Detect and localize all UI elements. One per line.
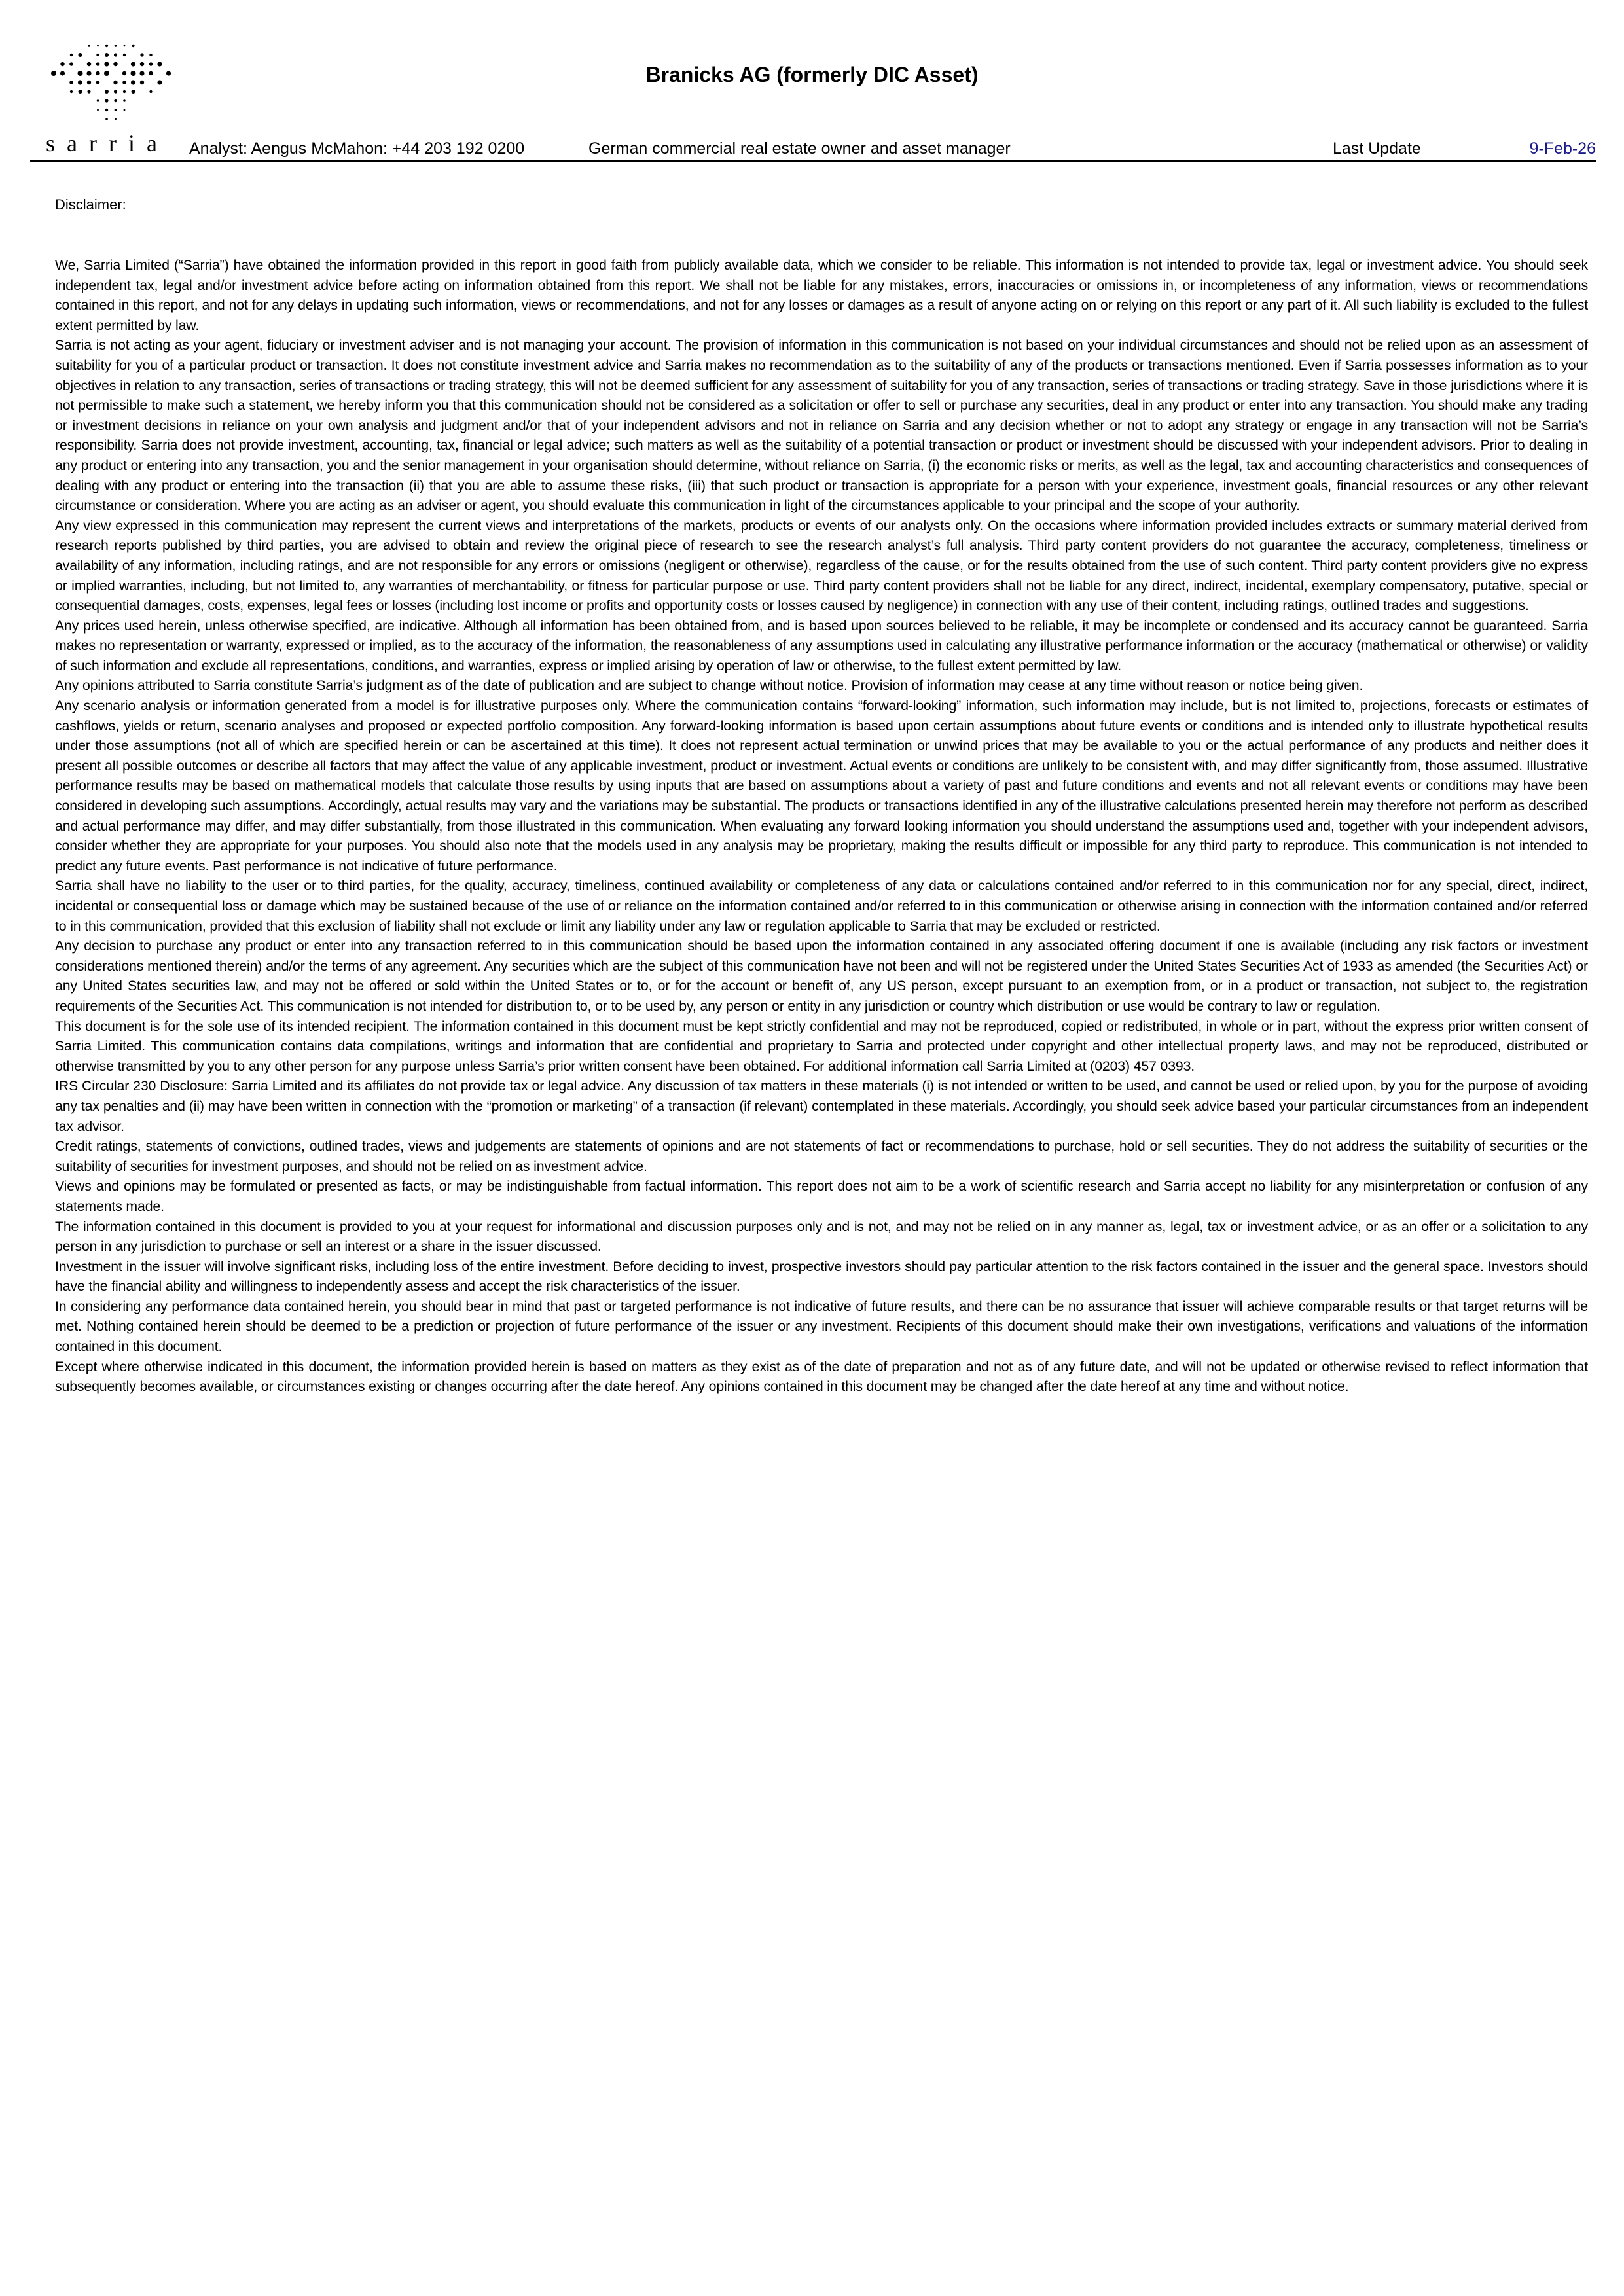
- disclaimer-label: Disclaimer:: [55, 196, 126, 213]
- logo-dot: [114, 99, 117, 102]
- logo-dot: [105, 53, 109, 57]
- sarria-logo-wordmark: sarria: [46, 130, 169, 156]
- logo-dot: [149, 54, 152, 56]
- disclaimer-body: [55, 255, 1588, 1397]
- company-description: German commercial real estate owner and asset manager: [588, 139, 1011, 158]
- logo-dot: [132, 45, 134, 47]
- disclaimer-paragraph: IRS Circular 230 Disclosure: Sarria Limited and its affiliates do not provide tax or legal advice. Any discussion of tax matters in these materials (i) is not intended or written to be used, and cannot be used or relied upon, by you for the purpose of avoiding any tax penalties and (ii) may have been written in connection with the “promotion or marketing” of a transaction (if relevant) contemplated in these materials. Accordingly, you should seek advice based your particular circumstances from an independent tax advisor.: [55, 1078, 1588, 1134]
- logo-dot: [123, 99, 126, 102]
- disclaimer-paragraph: We, Sarria Limited (“Sarria”) have obtained the information provided in this report in good faith from publicly available data, which we consider to be reliable. This information is not intended to provide tax, legal or investment advice. You should seek independent tax, legal and/or investment advice before acting on information obtained from this report. We shall not be liable for any mistakes, errors, inaccuracies or omissions in, or incompleteness of any information, views or recommendations contained in this report, and not for any delays in updating such information, views or recommendations, and not for any losses or damages as a result of anyone acting on or relying on this report or any part of it. All such liability is excluded to the fullest extent permitted by law.: [55, 257, 1588, 333]
- disclaimer-paragraph: Credit ratings, statements of convictions, outlined trades, views and judgements are statements of opinions and are not statements of fact or recommendations to purchase, hold or sell securities. They do not address the suitability of securities or the suitability of securities for investment purposes, and should not be relied on as investment advice.: [55, 1138, 1588, 1174]
- logo-dot: [105, 45, 108, 47]
- disclaimer-paragraph: Except where otherwise indicated in this document, the information provided herein is based on matters as they exist as of the date of preparation and not as of any future date, and will not be updated or otherwise revised to reflect information that subsequently becomes available, or circumstances existing or changes occurring after the date hereof. Any opinions contained in this document may be changed after the date hereof at any time and without notice.: [55, 1358, 1588, 1395]
- logo-dot: [105, 118, 108, 120]
- logo-dot: [87, 90, 90, 93]
- logo-dot: [114, 90, 117, 93]
- logo-dot: [96, 54, 99, 56]
- header-divider: [30, 160, 1596, 162]
- disclaimer-paragraph: Any view expressed in this communication may represent the current views and interpretations of the markets, products or events of our analysts only. On the occasions where information provided includes extracts or summary material derived from research reports published by third parties, you are advised to obtain and review the original piece of research to see the research analyst’s full analysis. Third party content providers do not guarantee the accuracy, completeness, timeliness or availability of any information, including ratings, and are not responsible for any errors or omissions (negligent or otherwise), regardless of the cause, or for the results obtained from the use of such content. Third party content providers give no express or implied warranties, including, but not limited to, any warranties of merchantability, or fitness for particular purpose or use. Third party content providers shall not be liable for any direct, indirect, incidental, exemplary compensatory, putative, special or consequential damages, costs, expenses, legal fees or losses (including lost income or profits and opportunity costs or losses caused by negligence) in connection with any use of their content, including ratings, outlined trades and suggestions.: [55, 517, 1588, 614]
- logo-dot: [70, 90, 73, 93]
- logo-dot: [123, 90, 126, 93]
- sarria-logo: [46, 41, 177, 158]
- logo-dot: [105, 90, 109, 94]
- disclaimer-paragraph: Any scenario analysis or information generated from a model is for illustrative purposes only. Where the communication contains “forward-looking” information, such information may include, but is not limited to, projections, forecasts or estimates of cashflows, yields or return, scenario analyses and proposed or expected portfolio composition. Any forward-looking information is based upon certain assumptions about future events or conditions and is intended only to illustrate hypothetical results under those assumptions (not all of which are specified herein or can be ascertained at this time). It does not represent actual termination or unwind prices that may be available to you or the actual performance of any products and neither does it present all possible outcomes or describe all factors that may affect the value of any applicable investment, product or investment. Actual events or conditions are unlikely to be consistent with, and may differ significantly from, those assumed. Illustrative performance results may be based on mathematical models that calculate those results by using inputs that are based on assumptions about a variety of past and future conditions and events and not all relevant events or conditions may have been considered in developing such assumptions. Accordingly, actual results may vary and the variations may be substantial. The products or transactions identified in any of the illustrative calculations presented herein may therefore not perform as described and actual performance may differ, and may differ substantially, from those illustrated in this communication. When evaluating any forward looking information you should understand the assumptions used and, together with your independent advisors, consider whether they are appropriate for your purposes. You should also note that the models used in any analysis may be proprietary, making the results difficult or impossible for any third party to reproduce. This communication is not intended to predict any future events. Past performance is not indicative of future performance.: [55, 698, 1588, 874]
- disclaimer-paragraph: Any opinions attributed to Sarria constitute Sarria’s judgment as of the date of publication and are subject to change without notice. Provision of information may cease at any time without reason or notice being given.: [55, 677, 1363, 694]
- logo-dot: [115, 109, 117, 111]
- logo-dot: [70, 54, 73, 56]
- disclaimer-paragraph: In considering any performance data contained herein, you should bear in mind that past or targeted performance is not indicative of future results, and there can be no assurance that issuer will achieve comparable results or that target returns will be met. Nothing contained herein should be deemed to be a prediction or projection of future performance of the issuer or any investment. Recipients of this document should make their own investigations, verifications and valuations of the information contained in this document.: [55, 1298, 1588, 1355]
- logo-dot: [115, 45, 117, 47]
- logo-dot: [114, 53, 117, 56]
- logo-dot: [97, 99, 99, 102]
- logo-dot: [97, 109, 99, 111]
- disclaimer-paragraph: Investment in the issuer will involve significant risks, including loss of the entire investment. Before deciding to invest, prospective investors should pay particular attention to the risk factors contained in the issuer and the general space. Investors should have the financial ability and willingness to independently assess and accept the risk characteristics of the issuer.: [55, 1258, 1588, 1295]
- logo-dot: [124, 109, 126, 111]
- logo-dot: [88, 45, 90, 47]
- logo-dot: [123, 54, 126, 56]
- last-update-label: Last Update: [1333, 139, 1421, 158]
- last-update-date: 9-Feb-26: [1529, 139, 1596, 158]
- disclaimer-paragraph: This document is for the sole use of its intended recipient. The information contained in this document must be kept strictly confidential and may not be reproduced, copied or redistributed, in whole or in part, without the express prior written consent of Sarria Limited. This communication contains data compilations, writings and information that are confidential and proprietary to Sarria and protected under copyright and other intellectual property laws, and may not be reproduced, distributed or otherwise transmitted by you to any other person for any purpose unless Sarria’s prior written consent have been obtained. For additional information call Sarria Limited at (0203) 457 0393.: [55, 1018, 1588, 1074]
- logo-dot: [79, 90, 82, 94]
- logo-dot: [149, 90, 152, 93]
- logo-dot: [105, 109, 108, 111]
- logo-dot: [97, 45, 99, 47]
- logo-dot: [79, 53, 82, 57]
- logo-dot: [132, 90, 135, 94]
- disclaimer-paragraph: Sarria shall have no liability to the user or to third parties, for the quality, accuracy, timeliness, continued availability or completeness of any data or calculations contained and/or referred to in this communication nor for any special, direct, indirect, incidental or consequential loss or damage which may be sustained because of the use of or reliance on the information contained and/or referred to in this communication or otherwise arising in connection with the information contained and/or referred to in this communication, provided that this exclusion of liability shall not exclude or limit any liability under any law or regulation applicable to Sarria that may be excluded or restricted.: [55, 878, 1588, 934]
- logo-dot: [115, 118, 117, 120]
- analyst-contact: Analyst: Aengus McMahon: +44 203 192 0200: [189, 139, 525, 158]
- logo-dot: [124, 45, 126, 47]
- report-title: Branicks AG (formerly DIC Asset): [645, 63, 979, 86]
- logo-dot: [140, 53, 143, 56]
- disclaimer-paragraph: The information contained in this document is provided to you at your request for informational and discussion purposes only and is not, and may not be relied on in any manner as, legal, tax or investment advice, or as an offer or a solicitation to any person in any jurisdiction to purchase or sell an interest or a share in the issuer discussed.: [55, 1218, 1588, 1255]
- disclaimer-paragraph: Views and opinions may be formulated or presented as facts, or may be indistinguishable from factual information. This report does not aim to be a work of scientific research and Sarria accept no liability for any misinterpretation or confusion of any statements made.: [55, 1178, 1588, 1214]
- logo-dot: [105, 99, 108, 102]
- disclaimer-paragraph: Any prices used herein, unless otherwise specified, are indicative. Although all information has been obtained from, and is based upon sources believed to be reliable, it may be incomplete or condensed and its accuracy cannot be guaranteed. Sarria makes no representation or warranty, expressed or implied, as to the accuracy of the information, the reasonableness of any assumptions used in calculating any illustrative performance information or the accuracy (mathematical or otherwise) or validity of such information and exclude all representations, conditions, and warranties, express or implied arising by operation of law or otherwise, to the fullest extent permitted by law.: [55, 617, 1588, 673]
- disclaimer-paragraph: Sarria is not acting as your agent, fiduciary or investment adviser and is not managing your account. The provision of information in this communication is not based on your individual circumstances and should not be relied upon as an assessment of suitability for you of a particular product or transaction. It does not constitute investment advice and Sarria makes no recommendation as to the suitability of any of the products or transactions mentioned. Even if Sarria possesses information as to your objectives in relation to any transaction, series of transactions or trading strategy, this will not be deemed sufficient for any assessment of suitability for you of any transaction, series of transactions or trading strategy. Save in those jurisdictions where it is not permissible to make such a statement, we hereby inform you that this communication should not be considered as a solicitation or offer to sell or purchase any securities, deal in any product or enter into any transaction. You should make any trading or investment decisions in reliance on your own analysis and judgment and/or that of your independent advisors and not in reliance on Sarria and any decision whether or not to adopt any strategy or engage in any transaction will not be Sarria’s responsibility. Sarria does not provide investment, accounting, tax, financial or legal advice; such matters as well as the suitability of a potential transaction or product or investment should be discussed with your independent advisors. Prior to dealing in any product or entering into any transaction, you and the senior management in your organisation should determine, without reliance on Sarria, (i) the economic risks or merits, as well as the legal, tax and accounting characteristics and consequences of dealing with any product or entering into the transaction (ii) that you are able to assume these risks, (iii) that such product or transaction is appropriate for a person with your experience, investment goals, financial resources or any other relevant circumstance or consideration. Where you are acting as an adviser or agent, you should evaluate this communication in light of the circumstances applicable to your principal and the scope of your authority.: [55, 337, 1588, 514]
- disclaimer-paragraph: Any decision to purchase any product or enter into any transaction referred to in this communication should be based upon the information contained in any associated offering document if one is available (including any risk factors or investment considerations mentioned therein) and/or the terms of any agreement. Any securities which are the subject of this communication have not been and will not be registered under the United States Securities Act of 1933 as amended (the Securities Act) or any United States securities law, and may not be offered or sold within the United States or to, or for the account or benefit of, any US person, except pursuant to an exemption from, or in a product or transaction, not subject to, the registration requirements of the Securities Act. This communication is not intended for distribution to, or to be used by, any person or entity in any jurisdiction or country which distribution or use would be contrary to law or regulation.: [55, 938, 1588, 1014]
